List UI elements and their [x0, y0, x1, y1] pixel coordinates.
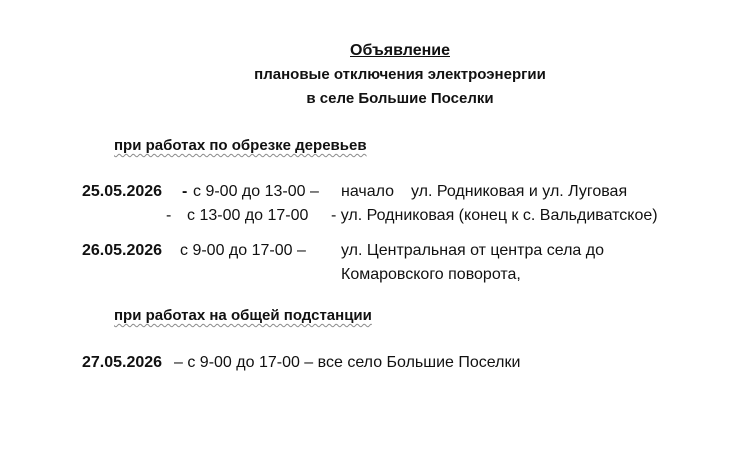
- entry-date: 25.05.2026: [82, 183, 163, 200]
- announcement-title: Объявление: [350, 42, 450, 59]
- announcement-subtitle: плановые отключения электроэнергии: [254, 66, 546, 83]
- section-heading-substation: при работах на общей подстанции: [114, 307, 372, 324]
- entry-text: – с 9-00 до 17-00 – все село Большие Поселки: [174, 354, 521, 371]
- entry-date: 26.05.2026: [82, 242, 163, 259]
- entry-time: с 9-00 до 13-00 –: [193, 183, 319, 200]
- entry-date: 27.05.2026: [82, 354, 163, 371]
- section-heading-tree-trimming: при работах по обрезке деревьев: [114, 137, 367, 154]
- entry-place: - ул. Родниковая (конец к с. Вальдиватское): [331, 207, 658, 224]
- entry-time: с 13-00 до 17-00: [187, 207, 309, 224]
- entry-note: начало: [341, 183, 395, 200]
- announcement-location: в селе Большие Поселки: [306, 90, 494, 107]
- entry-time: с 9-00 до 17-00 –: [180, 242, 306, 259]
- entry-place-line2: Комаровского поворота,: [341, 266, 521, 283]
- entry-place-line1: ул. Центральная от центра села до: [341, 242, 604, 259]
- entry-dash: -: [166, 207, 172, 224]
- entry-place: ул. Родниковая и ул. Луговая: [411, 183, 628, 200]
- entry-dash: -: [182, 183, 188, 200]
